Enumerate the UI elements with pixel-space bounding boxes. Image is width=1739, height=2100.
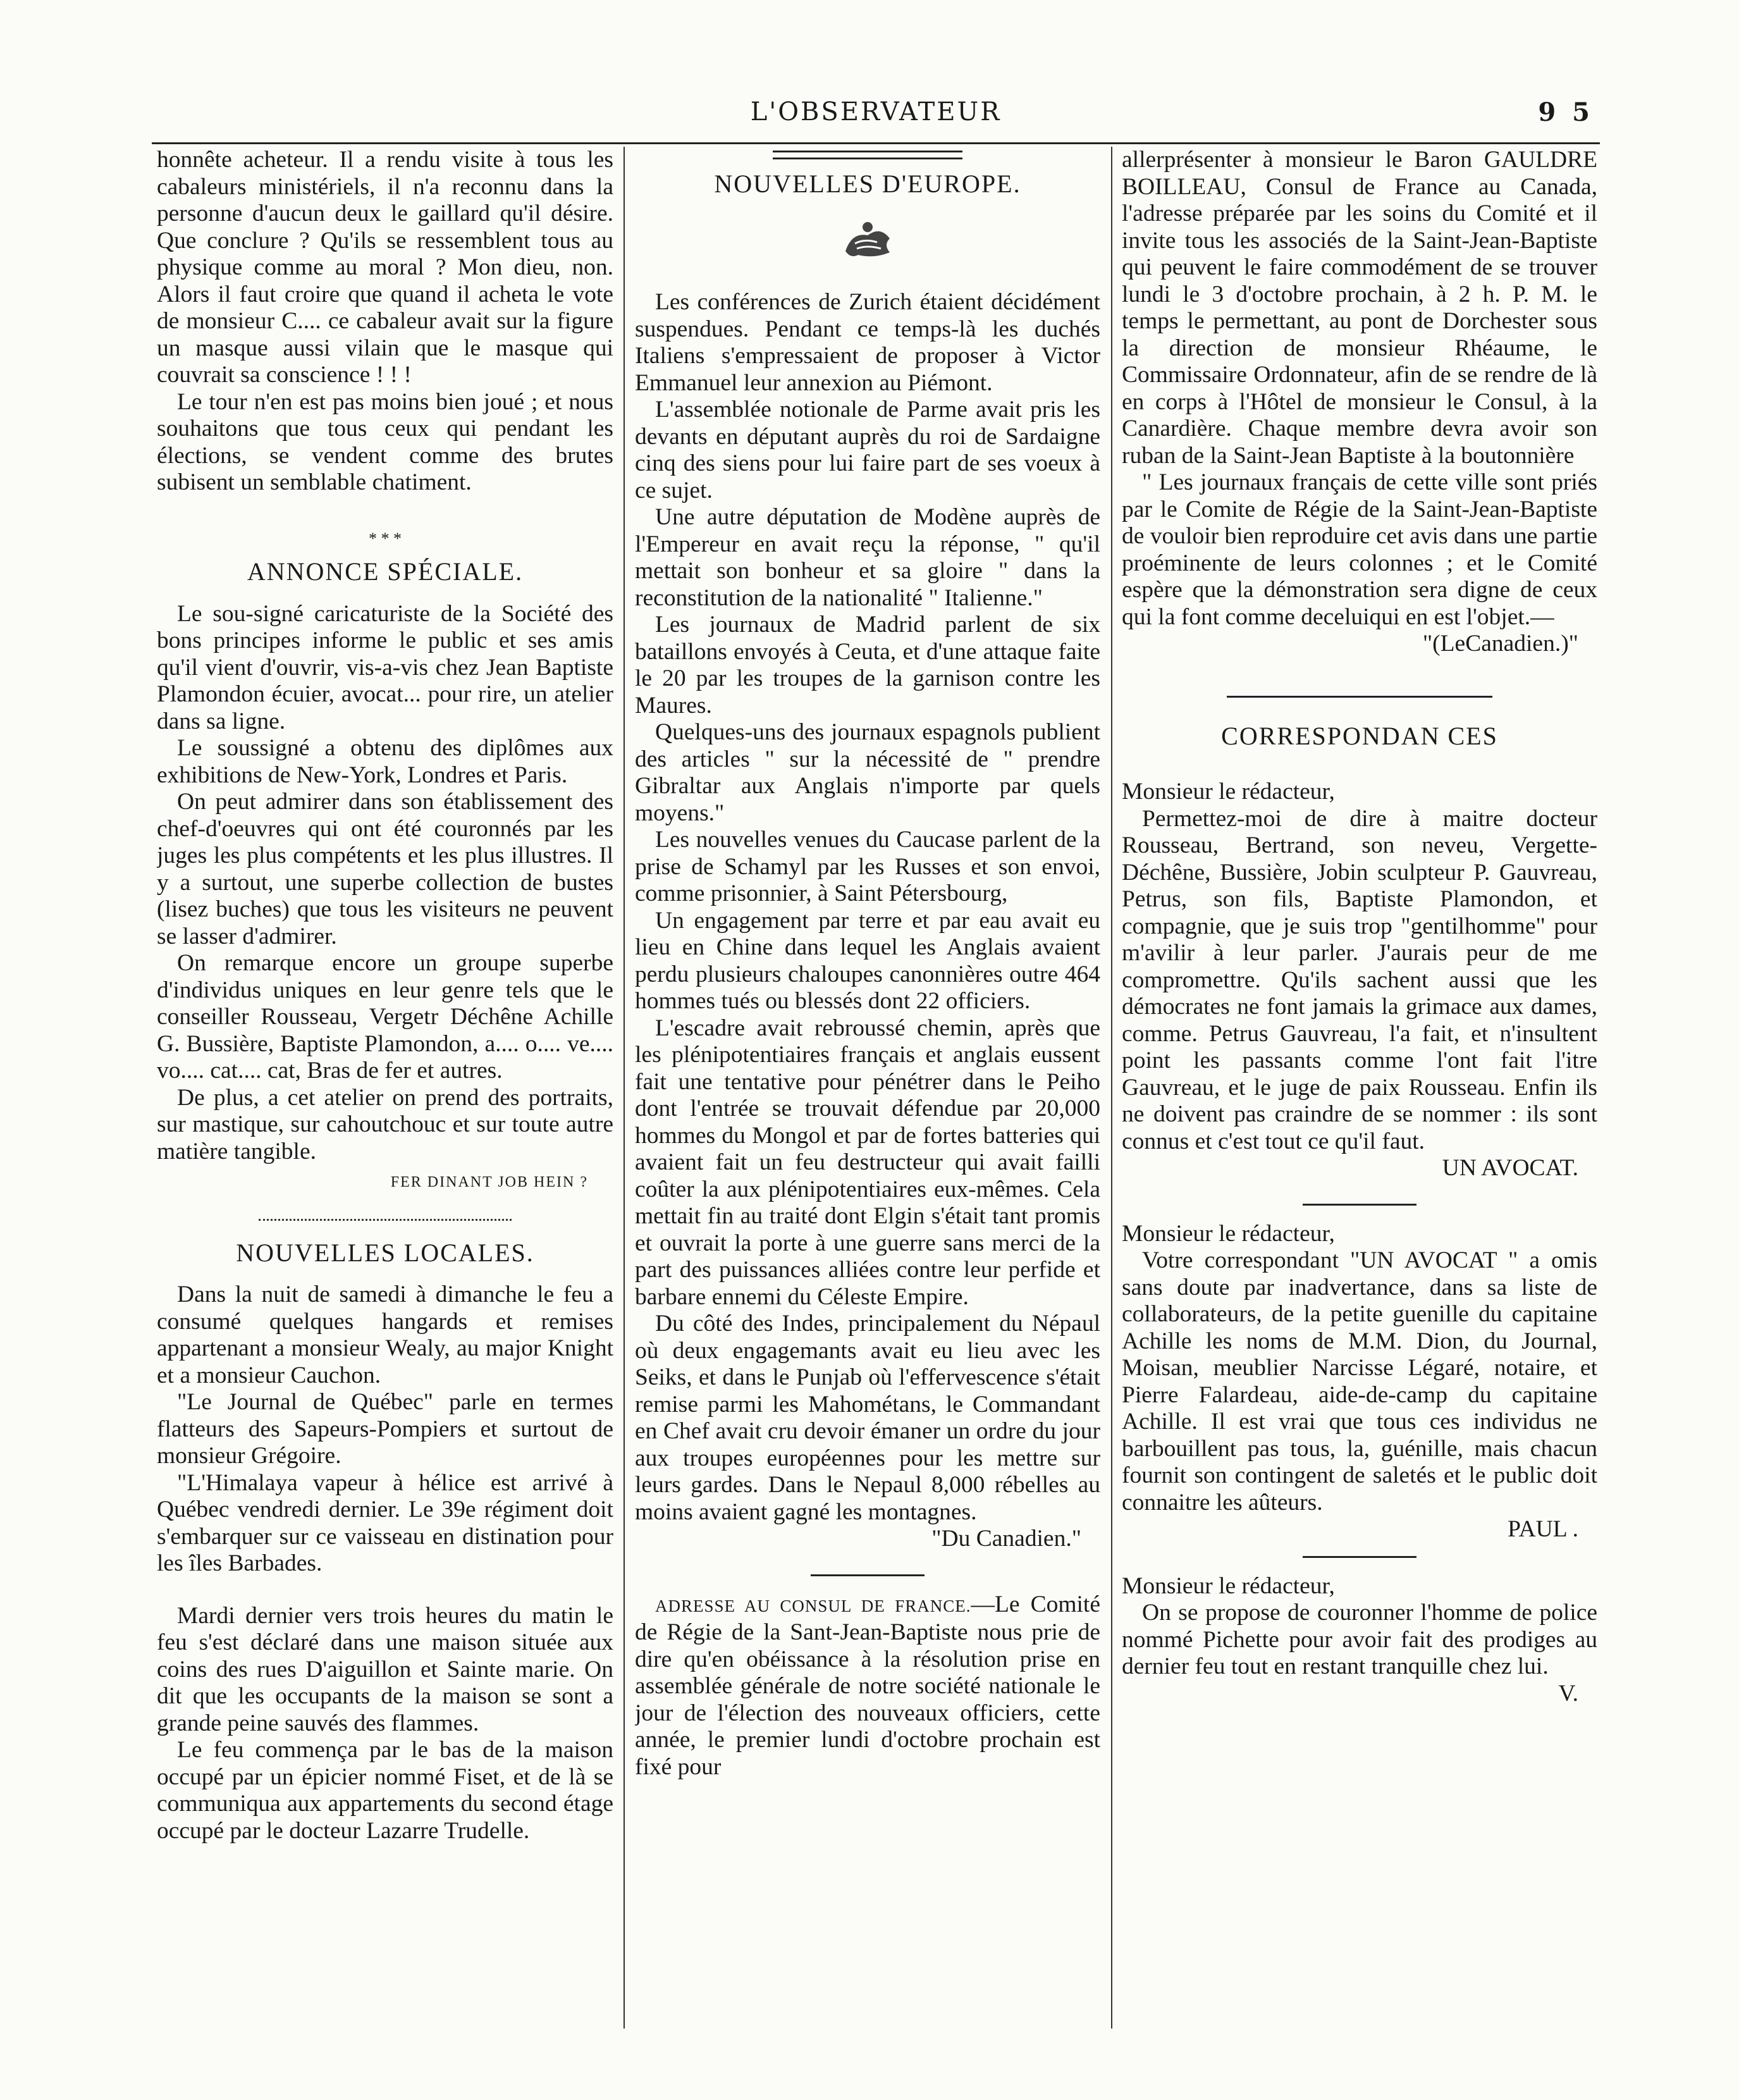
article-paragraph: Quelques-uns des journaux espagnols publient des articles " sur la nécessité de " prendre Gibraltar aux Anglais n'importe par quels moyens." (635, 719, 1100, 826)
letter-salutation: Monsieur le rédacteur, (1122, 1572, 1335, 1599)
article-paragraph: Une autre députation de Modène auprès de l'Empereur en avait reçu la réponse, " qu'il mettait son bonheur et sa gloire " dans la reconstitution de la nationalité " Italienne." (635, 504, 1100, 611)
article-paragraph: allerprésenter à monsieur le Baron GAULDRE BOILLEAU, Consul de France au Canada, l'adresse préparée par les soins du Comité et il invite tous les associés de la Saint-Jean-Baptiste qui peuvent le faire commodément de se trouver lundi le 3 d'octobre prochain, à 2 h. P. M. le temps le permettant, au pont de Dorchester sous la direction de monsieur Rhéaume, le Commissaire Ordonnateur, afin de se rendre de là en corps à l'Hôtel de monsieur le Consul, à la Canardière. Chaque membre devra avoir son ruban de la Saint-Jean Baptiste à la boutonnière (1122, 147, 1597, 469)
article-paragraph (635, 1591, 1100, 1781)
article-paragraph: Un engagement par terre et par eau avait eu lieu en Chine dans lequel les Anglais avaient perdu plusieurs chaloupes canonnières outre 464 hommes tués ou blessés dont 22 officiers. (635, 907, 1100, 1014)
article-paragraph: De plus, a cet atelier on prend des portraits, sur mastique, sur cahoutchouc et sur toute autre matière tangible. (157, 1084, 613, 1164)
letter-signature: PAUL . (1508, 1516, 1578, 1542)
asterism-ornament: * * * (369, 529, 402, 548)
section-divider (1303, 1204, 1416, 1206)
newspaper-title: L'OBSERVATEUR (750, 97, 1002, 127)
section-divider (1303, 1556, 1416, 1558)
article-paragraph: Les journaux de Madrid parlent de six bataillons envoyés à Ceuta, et d'une attaque faite le 20 par les troupes de la garnison contre les Maures. (635, 612, 1100, 719)
article-paragraph: " Les journaux français de cette ville sont priés par le Comite de Régie de la Saint-Jean-Baptiste de vouloir bien reproduire cet avis dans une partie proéminente de leurs colonnes ; et le Comité espère que la démonstration sera digne de ceux qui la font comme deceluiqui en est l'objet.— (1122, 469, 1597, 630)
section-divider (811, 1574, 925, 1576)
ornament-icon (635, 213, 1100, 271)
column-rule-left (624, 147, 625, 2029)
article-paragraph: On remarque encore un groupe superbe d'individus uniques en leur genre tels que le conseiller Rousseau, Vergetr Déchêne Achille G. Bussière, Baptiste Plamondon, a.... o.... ve.... vo.... cat.... cat, Bras de fer et autres. (157, 950, 613, 1084)
page-header (152, 95, 1600, 144)
section-divider (1227, 696, 1492, 698)
article-paragraph: Les nouvelles venues du Caucase parlent de la prise de Schamyl par les Russes et son envoi, comme prisonnier, à Saint Pétersbourg, (635, 827, 1100, 906)
article-paragraph: honnête acheteur. Il a rendu visite à tous les cabaleurs ministériels, il n'a reconnu dans la personne d'aucun deux le gaillard qu'il désire. Que conclure ? Qu'ils se ressemblent tous au physique comme au moral ? Mon dieu, non. Alors il faut croire que quand il acheta le vote de monsieur C.... ce cabaleur avait sur la figure un masque aussi vilain que le masque qui couvrait sa conscience ! ! ! (157, 147, 613, 388)
article-paragraph: Les conférences de Zurich étaient décidément suspendues. Pendant ce temps-là les duchés Italiens s'empressaient de proposer à Victor Emmanuel leur annexion au Piémont. (635, 289, 1100, 396)
article-paragraph: "L'Himalaya vapeur à hélice est arrivé à Québec vendredi dernier. Le 39e régiment doit s'embarquer sur ce vaisseau en distination pour les îles Barbades. (157, 1469, 613, 1576)
section-heading: NOUVELLES D'EUROPE. (714, 170, 1021, 198)
letter-signature: UN AVOCAT. (1442, 1155, 1578, 1181)
column-3 (1122, 147, 1597, 2029)
article-paragraph: L'escadre avait rebroussé chemin, après que les plénipotentiaires français et anglais eussent fait une tentative pour pénétrer dans le Peiho dont l'entrée se trouvait défendue par 20,000 hommes du Mongol et par de fortes batteries qui avaient fait un feu destructeur qui avait failli coûter la aux plénipotentiaires eux-mêmes. Cela mettait fin au traité dont Elgin s'était tant promis et ouvrait la porte à une guerre sans merci de la part des puissances alliées contre leur perfide et barbare ennemi du Céleste Empire. (635, 1015, 1100, 1310)
letter-body: On se propose de couronner l'homme de police nommé Pichette pour avoir fait des prodiges au dernier feu tout en restant tranquille chez lui. (1122, 1600, 1597, 1679)
source-credit: "(LeCanadien.)" (1422, 631, 1578, 657)
article-paragraph: Le soussigné a obtenu des diplômes aux exhibitions de New-York, Londres et Paris. (157, 735, 613, 788)
article-paragraph: L'assemblée notionale de Parme avait pris les devants en députant auprès du roi de Sardaigne cinq des siens pour lui faire part de ses voeux à ce sujet. (635, 397, 1100, 503)
notice-label: ADRESSE AU CONSUL DE FRANCE. (655, 1596, 971, 1615)
heading-double-rule (773, 151, 962, 159)
section-heading: CORRESPONDAN CES (1221, 721, 1498, 750)
letter-signature: V. (1558, 1680, 1578, 1707)
page-number: 9 5 (1538, 97, 1594, 127)
letter-salutation: Monsieur le rédacteur, (1122, 1220, 1335, 1247)
article-paragraph: Le tour n'en est pas moins bien joué ; et nous souhaitons que tous ceux qui pendant les élections, se vendent comme des brutes subisent un semblable chatiment. (157, 388, 613, 495)
section-heading: ANNONCE SPÉCIALE. (247, 557, 524, 586)
signature: FER DINANT JOB HEIN ? (390, 1174, 588, 1190)
article-paragraph: Le feu commença par le bas de la maison occupé par un épicier nommé Fiset, et de là se communiqua aux appartements du second étage occupé par le docteur Lazarre Trudelle. (157, 1737, 613, 1844)
article-paragraph: Mardi dernier vers trois heures du matin le feu s'est déclaré dans une maison située aux coins des rues D'aiguillon et Sainte marie. On dit que les occupants de la maison se sont a grande peine sauvés des flammes. (157, 1602, 613, 1736)
column-rule-right (1111, 147, 1112, 2029)
article-paragraph: "Le Journal de Québec" parle en termes flatteurs des Sapeurs-Pompiers et surtout de monsieur Grégoire. (157, 1389, 613, 1469)
column-1 (157, 147, 613, 2029)
article-paragraph: Le sou-signé caricaturiste de la Société des bons principes informe le public et ses amis qu'il vient d'ouvrir, vis-a-vis chez Jean Baptiste Plamondon écuier, avocat... pour rire, un atelier dans sa ligne. (157, 600, 613, 734)
source-credit: "Du Canadien." (931, 1526, 1081, 1552)
notice-text: —Le Comité de Régie de la Sant-Jean-Baptiste nous prie de dire qu'en obéissance à la résolution prise en assemblée générale de notre société nationale le jour de l'élection des nouveaux officiers, cette année, le premier lundi d'octobre prochain est fixé pour (635, 1591, 1100, 1780)
section-heading: NOUVELLES LOCALES. (236, 1238, 534, 1267)
article-paragraph: On peut admirer dans son établissement des chef-d'oeuvres qui ont été couronnés par les juges les plus compétents et les plus illustres. Il y a surtout, une superbe collection de bustes (lisez buches) que tous les visiteurs ne peuvent se lasser d'admirer. (157, 789, 613, 949)
letter-body: Votre correspondant "UN AVOCAT " a omis sans doute par inadvertance, dans sa liste de collaborateurs, de la petite guenille du capitaine Achille les noms de M.M. Dion, du Journal, Moisan, meublier Narcisse Légaré, notaire, et Pierre Falardeau, aide-de-camp du capitaine Achille. Il est vrai que tous ces individus ne barbouillent pas tous, la, guénille, mais chacun fournit son contingent de saletés et le public doit connaitre les aûteurs. (1122, 1247, 1597, 1516)
section-divider (259, 1219, 512, 1221)
article-paragraph: Du côté des Indes, principalement du Népaul où deux engagemants avait eu lieu avec les Seiks, et dans le Punjab où l'effervescence s'était remise parmi les Mahométans, le Commandant en Chef avait cru devoir émaner un ordre du jour aux troupes européennes pour les mettre sur leurs gardes. Dans le Nepaul 8,000 rébelles au moins avaient gagné les montagnes. (635, 1311, 1100, 1525)
column-2 (635, 147, 1100, 2029)
letter-body: Permettez-moi de dire à maitre docteur Rousseau, Bertrand, son neveu, Vergette-Déchêne, Bussière, Jobin sculpteur P. Gauvreau, Petrus, son fils, Baptiste Plamondon, et compagnie, que je suis trop "gentilhomme" pour m'avilir à leur parler. J'aurais peur de me compromettre. Qu'ils sachent aussi que les démocrates ne font jamais la grimace aux dames, comme. Petrus Gauvreau, l'a fait, et n'insultent point les passants comme l'ont fait l'itre Gauvreau, et le juge de paix Rousseau. Enfin ils ne doivent pas craindre de se nommer : ils sont connus et c'est tout ce qu'il faut. (1122, 805, 1597, 1154)
letter-salutation: Monsieur le rédacteur, (1122, 779, 1335, 805)
article-paragraph: Dans la nuit de samedi à dimanche le feu a consumé quelques hangards et remises appartenant a monsieur Wealy, au major Knight et a monsieur Cauchon. (157, 1282, 613, 1388)
